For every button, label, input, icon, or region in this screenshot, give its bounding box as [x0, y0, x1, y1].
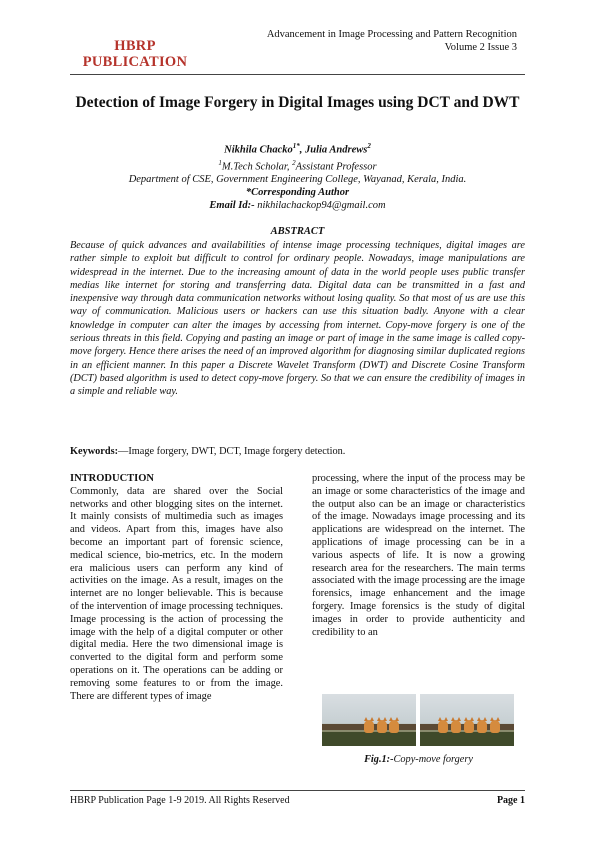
author-2: Julia Andrews	[304, 144, 368, 156]
kitten-shape	[389, 720, 399, 733]
email-label: Email Id:-	[209, 200, 255, 211]
footer-copyright: HBRP Publication Page 1-9 2019. All Rights Reserved	[70, 795, 290, 806]
logo-line-2: PUBLICATION	[82, 54, 188, 70]
right-column	[312, 473, 525, 639]
kitten-shape	[490, 720, 500, 733]
header-divider	[70, 74, 525, 75]
kitten-shape	[364, 720, 374, 733]
corresponding-author: *Corresponding Author	[245, 187, 350, 198]
introduction-paragraph-left: Commonly, data are shared over the Social networks and other blogging sites on the internet. It mainly consists of multimedia such as images and videos. Apart from this, images have also become an important part of forensic science, medical science, bio-metrics, etc. In the modern era malicious users can perform any kind of activities on the image. As a result, images on the internet are no longer believable. This is because of the intervention of image processing techniques. Image processing is the action of processing the image with the help of a digital computer or other digital media. Here the two dimensional image is converted to the digital form and perform some operations on it. The operations can be adding or removing some features to or from the image. There are different types of image	[70, 485, 283, 702]
keywords-text: —Image forgery, DWT, DCT, Image forgery detection.	[118, 446, 346, 457]
keywords-label: Keywords:	[70, 446, 119, 457]
figure-ground	[420, 732, 514, 746]
footer-divider	[70, 790, 525, 791]
figure-forged-image	[420, 694, 514, 746]
abstract-heading: ABSTRACT	[270, 226, 325, 237]
figure-label: Fig.1:-	[364, 754, 394, 765]
left-column	[70, 473, 283, 703]
author-separator: ,	[299, 144, 305, 156]
figure-caption	[312, 754, 525, 765]
affiliation: Department of CSE, Government Engineering College, Wayanad, Kerala, India.	[128, 174, 467, 185]
figure-ground	[322, 732, 416, 746]
paper-title: Detection of Image Forgery in Digital Images using DCT and DWT	[75, 94, 520, 111]
figure-copy-move	[322, 694, 514, 746]
publisher-logo	[80, 38, 190, 70]
email-address[interactable]: nikhilachackop94@gmail.com	[254, 200, 386, 211]
author-roles	[70, 157, 525, 174]
author-1-sup: 1*	[292, 142, 300, 150]
journal-name: Advancement in Image Processing and Pattern Recognition	[266, 29, 517, 40]
journal-volume: Volume 2 Issue 3	[444, 42, 517, 53]
author-names	[70, 140, 525, 157]
kitten-shape	[477, 720, 487, 733]
section-heading-introduction: INTRODUCTION	[70, 473, 155, 484]
figure-caption-text: Copy-move forgery	[393, 754, 473, 765]
keywords	[70, 446, 525, 457]
author-1: Nikhila Chacko	[224, 144, 293, 156]
role-2-sup: 2	[292, 158, 296, 167]
journal-header	[267, 28, 517, 54]
page-footer	[70, 795, 525, 806]
page-number: Page 1	[496, 795, 525, 806]
author-block	[70, 140, 525, 212]
kitten-shape	[377, 720, 387, 733]
role-1: M.Tech Scholar,	[221, 161, 293, 172]
role-2: Assistant Professor	[295, 161, 377, 172]
kitten-shape	[438, 720, 448, 733]
abstract-text: Because of quick advances and availabilities of intense image processing techniques, digital images are rather simple to exploit but difficult to control for ordinary people. Nowadays, image manipulations are widespread in the internet. Due to the increasing amount of data in the world people uses public transfer medias like internet for storing and transferring data. Digital data can be transmitted in a fast and inexpensive way through data communication networks without losing quality. So that most of us are use this way of communication. Malicious users or hackers can use this situation badly. Anyone with a clear knowledge in computer can alter the images by accessing from internet. Copy-move forgery is one of the serious threats in this field. Copying and pasting an image or part of image in the same image is called copy-move forgery. Hence there arises the need of an improved algorithm for diagnosing similar duplicated regions in an efficient manner. In this paper a Discrete Wavelet Transform (DWT) and Discrete Cosine Transform (DCT) based algorithm is used to detect copy-move forgery. So that we can ensure the credibility of images in a simple and reliable way.	[70, 240, 525, 398]
introduction-paragraph-right: processing, where the input of the process may be an image or some characteristics of the image and the output also can be an image or characteristics of the image. Nowadays image processing and its applications are widespread on the internet. The applications of image processing can be in a various aspects of life. It is now a growing research area for the researchers. The main terms associated with the image processing are the image forensics, image enhancement and the image forgery. Image forensics is the study of digital images in order to provide authenticity and credibility to an	[312, 473, 525, 638]
kitten-shape	[464, 720, 474, 733]
figure-original-image	[322, 694, 416, 746]
email-line	[70, 199, 525, 212]
kitten-shape	[451, 720, 461, 733]
role-1-sup: 1	[218, 158, 222, 167]
author-2-sup: 2	[367, 142, 371, 150]
logo-line-1: HBRP	[114, 38, 156, 54]
